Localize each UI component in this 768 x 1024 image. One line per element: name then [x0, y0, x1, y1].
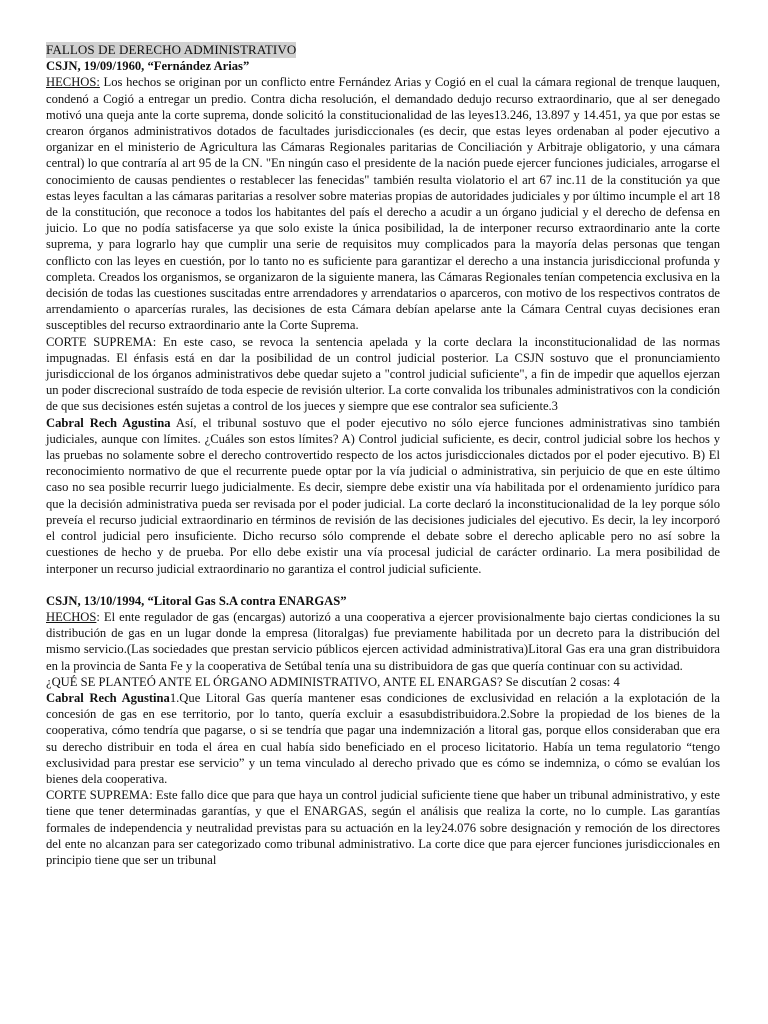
corte-paragraph	[46, 787, 720, 868]
case-heading: CSJN, 13/10/1994, “Litoral Gas S.A contra ENARGAS”	[46, 593, 347, 608]
document-title: FALLOS DE DERECHO ADMINISTRATIVO	[46, 42, 297, 57]
author-label: Cabral Rech Agustina	[46, 690, 170, 705]
document-page	[46, 42, 720, 868]
analysis-paragraph	[46, 690, 720, 787]
corte-text: En este caso, se revoca la sentencia apelada y la corte declara la inconstitucionalidad de las normas impugnadas. El énfasis está en dar la posibilidad de un control judicial posterior. La CSJN sostuvo que el pronunciamiento jurisdiccional de los órganos administrativos debe quedar sujeto a "control judicial suficiente", a fin de impedir que aquellos ejerzan un poder discrecional sustraído de toda especie de revisión ulterior. La corte convalida los tribunales administrativos con la condición de que sus decisiones estén sujetas a control de los jueces y siempre que ese contralor sea suficiente.3	[46, 334, 720, 414]
hechos-label: HECHOS:	[46, 75, 100, 90]
hechos-paragraph	[46, 609, 720, 674]
case-heading: CSJN, 19/09/1960, “Fernández Arias”	[46, 59, 250, 74]
analysis-paragraph	[46, 415, 720, 577]
hechos-label: HECHOS	[46, 609, 97, 624]
hechos-text: Los hechos se originan por un conflicto entre Fernández Arias y Cogió en el cual la cámara regional de trenque lauquen, condenó a Cogió a entregar un predio. Contra dicha resolución, el demandado dedujo recurso extraordinario, que al ser denegado motivó una queja ante la corte suprema, donde solicitó la constitucionalidad de las leyes13.246, 13.897 y 14.451, ya que por estas se crearon órganos administrativos dotados de facultades jurisdiccionales (es decir, que estas leyes ordenaban al poder ejecutivo a organizar en el ministerio de Agricultura las Cámaras Regionales paritarias de Conciliación y Arbitraje obligatorio, y una cámara central) lo que contraría al art 95 de la CN. "En ningún caso el presidente de la nación puede ejercer funciones judiciales, arrogarse el conocimiento de causas pendientes o restablecer las fenecidas" también resulta violatorio el art 67 inc.11 de la constitución ya que estas leyes facultan a las cámaras paritarias a resolver sobre materias propias de autoridades judiciales y por último incumple el art 18 de la constitución, que reconoce a todos los habitantes del país el derecho a acudir a un órgano judicial y el derecho de defensa en juicio. Lo que no podía satisfacerse ya que solo existe la única posibilidad, la de interponer recurso extraordinario ante la corte suprema, y para lograrlo hay que cumplir una serie de requisitos muy complicados para la mayoría delas personas que tengan conflicto con las leyes en cuestión, por lo tanto no es suficiente para garantizar el derecho a una instancia jurisdiccional profunda y completa. Creados los organismos, se organizaron de la siguiente manera, las Cámaras Regionales tenían competencia exclusiva en la decisión de todas las cuestiones suscitadas entre arrendadores y arrendatarios o aparceros, con motivo de los respectivos contratos de arrendamiento o aparcerías rurales, las decisiones de esta Cámara debían apelarse ante la Cámara Central cuyas decisiones eran susceptibles del recurso extraordinario ante la Corte Suprema.	[46, 75, 720, 333]
analysis-text: Así, el tribunal sostuvo que el poder ejecutivo no sólo ejerce funciones administrativas sino también judiciales, aunque con límites. ¿Cuáles son estos límites? A) Control judicial suficiente, es decir, control judicial sobre los hechos y las pruebas no solamente sobre el derecho controvertido respecto de los actos jurisdiccionales dictados por el poder ejecutivo. B) El reconocimiento normativo de que el recurrente puede optar por la vía judicial o administrativa, sin perjuicio de que en este último caso no sea posible recurrir luego judicialmente. Es decir, siempre debe existir una vía habilitada por el ordenamiento jurídico para que la decisión administrativa pueda ser revisada por el poder judicial. La corte declaró la inconstitucionalidad de la ley porque sólo preveía el recurso judicial extraordinario en términos de revisión de las decisiones judiciales del ejecutivo. Es decir, la ley incorporó el control judicial pero insuficiente. Dicho recurso sólo comprende el debate sobre el derecho aplicable pero no así sobre la cuestiones de hecho y de prueba. Por ello debe existir una vía procesal judicial de carácter ordinario. La mera posibilidad de interponer un recurso judicial extraordinario no garantiza el control judicial suficiente.	[46, 415, 720, 576]
hechos-paragraph	[46, 74, 720, 333]
hechos-text: : El ente regulador de gas (encargas) autorizó a una cooperativa a ejercer provisionalmente bajo ciertas condiciones la su distribución de gas en un lugar donde la empresa (litoralgas) fue previamente habilitada por un decreto para la distribución del mismo servicio.(Las sociedades que prestan servicio públicos ejercen actividad administrativa)Litoral Gas era una gran distribuidora en la provincia de Santa Fe y la cooperativa de Setúbal tenía una su distribuidora de gas que quería continuar con su actividad.	[46, 609, 720, 673]
spacer	[46, 577, 720, 593]
author-label: Cabral Rech Agustina	[46, 415, 171, 430]
question-paragraph: ¿QUÉ SE PLANTEÓ ANTE EL ÓRGANO ADMINISTRATIVO, ANTE EL ENARGAS? Se discutían 2 cosas: 4	[46, 674, 620, 689]
corte-label: CORTE SUPREMA:	[46, 334, 157, 349]
analysis-text: 1.Que Litoral Gas quería mantener esas condiciones de exclusividad en relación a la explotación de la concesión de gas en ese territorio, por lo tanto, quería excluir a esasubdistribuidora.2.Sobre la propiedad de los bienes de la cooperativa, cómo tendría que pagarse, o si se tendría que pagar una indemnización a litoral gas, porque ellos consideraban que era su derecho distribuir en toda el área en cual había sido beneficiado en el proceso licitatorio. Había un tema regulatorio “tengo exclusividad para prestar ese servicio” y un tema vinculado al derecho privado que es cómo se indemniza, o cómo se evalúan los bienes dela cooperativa.	[46, 690, 720, 786]
corte-label: CORTE SUPREMA:	[46, 788, 153, 803]
corte-text: Este fallo dice que para que haya un control judicial suficiente tiene que haber un tribunal administrativo, y este tiene que tener determinadas garantías, y que el ENARGAS, según el análisis que realiza la corte, no lo cumple. Las garantías formales de independencia y neutralidad previstas para su actuación en la ley24.076 sobre designación y remoción de los directores del ente no alcanzan para ser categorizado como tribunal administrativo. La corte dice que para ejercer funciones jurisdiccionales en principio tiene que ser un tribunal	[46, 788, 720, 867]
corte-paragraph	[46, 334, 720, 415]
